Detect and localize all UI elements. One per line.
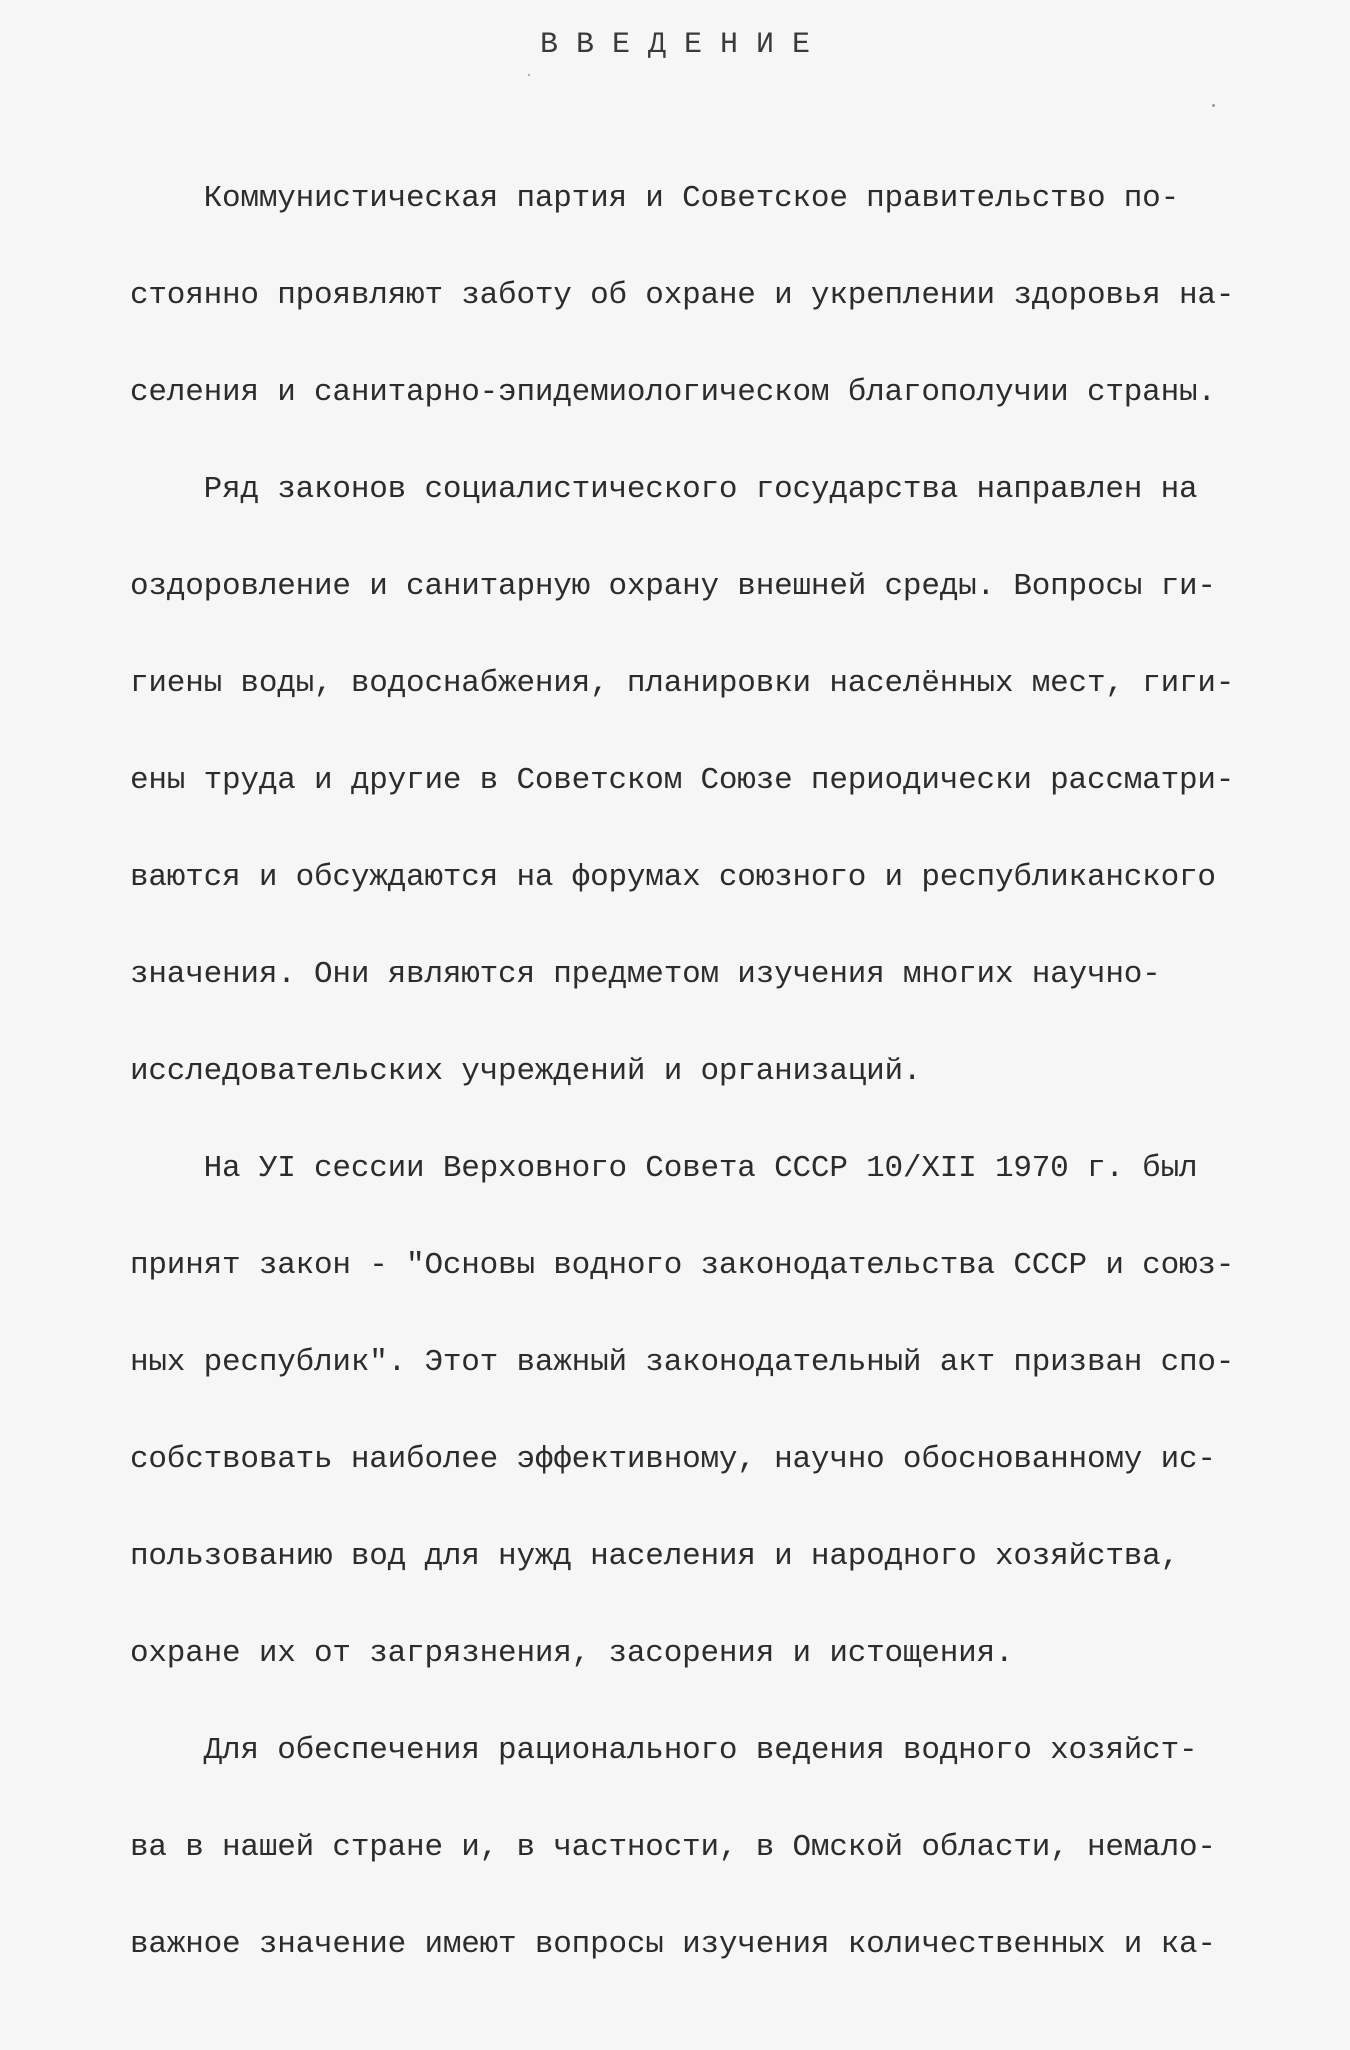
text-line: Ряд законов социалистического государства направлен на: [130, 472, 1198, 507]
text-line: ных республик". Этот важный законодательный акт призван спо-: [130, 1345, 1235, 1380]
text-line: значения. Они являются предметом изучения многих научно-: [130, 957, 1161, 992]
text-line: На УI сессии Верховного Совета СССР 10/XII 1970 г. был: [130, 1151, 1198, 1186]
text-line: исследовательских учреждений и организаций.: [130, 1054, 922, 1089]
text-line: гиены воды, водоснабжения, планировки населённых мест, гиги-: [130, 666, 1235, 701]
text-line: Коммунистическая партия и Советское правительство по-: [130, 181, 1179, 216]
text-line: селения и санитарно-эпидемиологическом благополучии страны.: [130, 375, 1216, 410]
paper-speck: [528, 74, 530, 76]
text-line: Для обеспечения рационального ведения водного хозяйст-: [130, 1733, 1198, 1768]
paper-speck: [1212, 104, 1215, 107]
text-line: ены труда и другие в Советском Союзе периодически рассматри-: [130, 763, 1235, 798]
text-line: принят закон - "Основы водного законодательства СССР и союз-: [130, 1248, 1235, 1283]
text-line: стоянно проявляют заботу об охране и укреплении здоровья на-: [130, 278, 1235, 313]
text-line: собствовать наиболее эффективному, научно обоснованному ис-: [130, 1442, 1216, 1477]
text-line: ваются и обсуждаются на форумах союзного и республиканского: [130, 860, 1216, 895]
body-text: [130, 132, 1235, 2011]
text-line: охране их от загрязнения, засорения и истощения.: [130, 1636, 1014, 1671]
text-line: пользованию вод для нужд населения и народного хозяйства,: [130, 1539, 1179, 1574]
text-line: важное значение имеют вопросы изучения количественных и ка-: [130, 1927, 1216, 1962]
text-line: ва в нашей стране и, в частности, в Омской области, немало-: [130, 1830, 1216, 1865]
page-title: В В Е Д Е Н И Е: [539, 28, 811, 62]
text-line: оздоровление и санитарную охрану внешней среды. Вопросы ги-: [130, 569, 1216, 604]
